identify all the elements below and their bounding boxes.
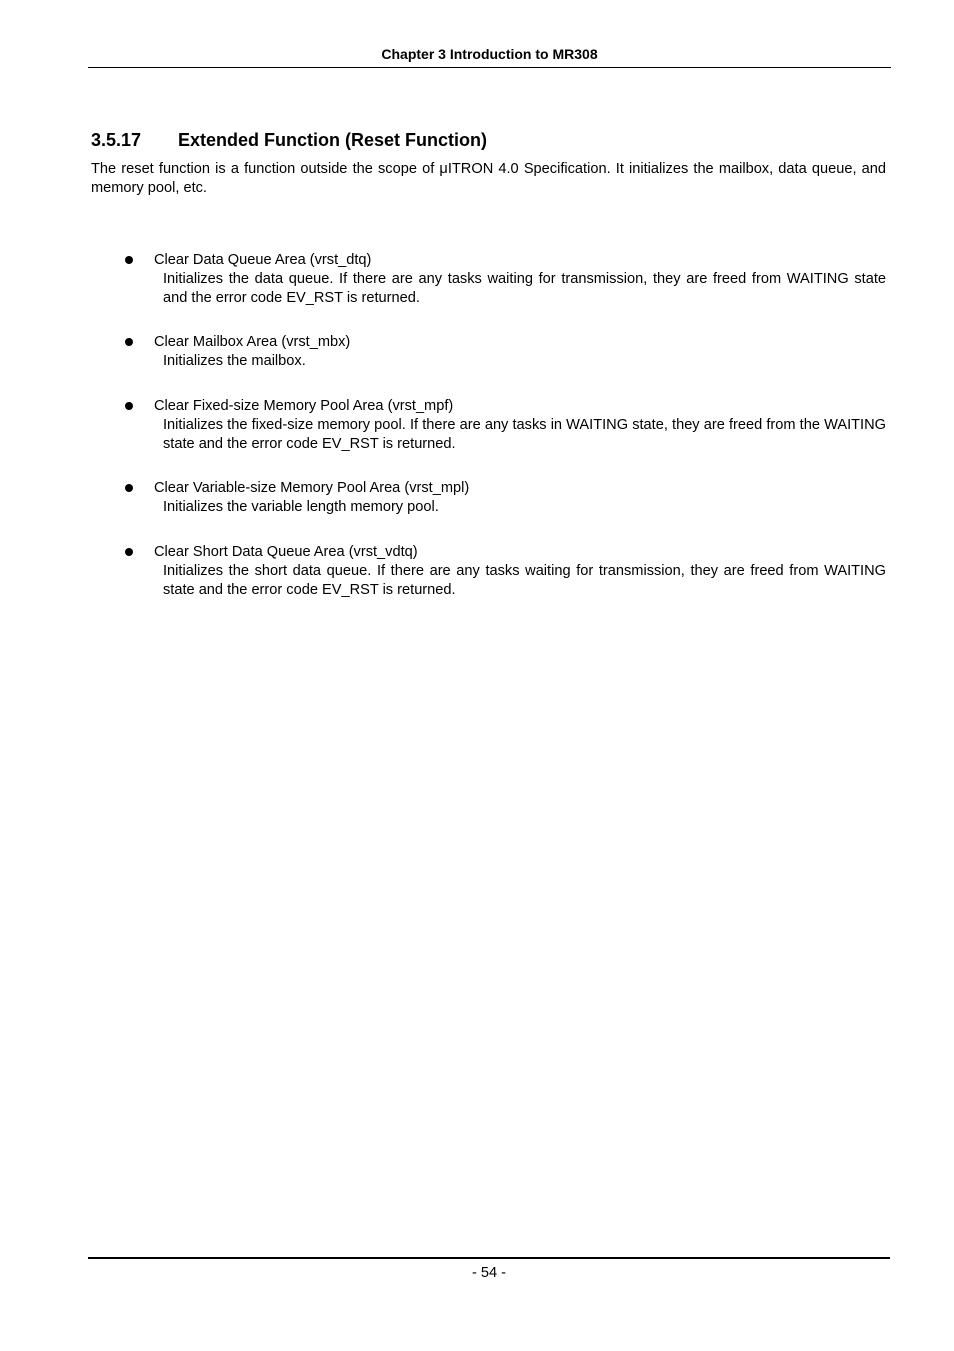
- function-description: Initializes the mailbox.: [163, 353, 306, 369]
- function-description: Initializes the variable length memory pool.: [163, 499, 439, 515]
- header-divider: [88, 67, 891, 68]
- footer-divider: [88, 1257, 890, 1259]
- section-heading: [91, 128, 487, 152]
- function-description: Initializes the fixed-size memory pool. If there are any tasks in WAITING state, they are freed from the WAITING state and the error code EV_RST is returned.: [163, 417, 886, 452]
- section-title: Extended Function (Reset Function): [178, 130, 487, 150]
- section-number: 3.5.17: [91, 130, 142, 150]
- bullet-icon: [125, 256, 133, 264]
- bullet-icon: [125, 548, 133, 556]
- page-number: - 54 -: [471, 1265, 507, 1281]
- function-description: Initializes the data queue. If there are any tasks waiting for transmission, they are freed from WAITING state and the error code EV_RST is returned.: [163, 271, 886, 306]
- function-title: Clear Mailbox Area (vrst_mbx): [154, 334, 351, 350]
- function-description: Initializes the short data queue. If there are any tasks waiting for transmission, they are freed from WAITING state and the error code EV_RST is returned.: [163, 563, 886, 598]
- function-title: Clear Short Data Queue Area (vrst_vdtq): [154, 544, 418, 560]
- function-title: Clear Data Queue Area (vrst_dtq): [154, 252, 372, 268]
- bullet-icon: [125, 338, 133, 346]
- function-title: Clear Fixed-size Memory Pool Area (vrst_mpf): [154, 398, 454, 414]
- function-title: Clear Variable-size Memory Pool Area (vrst_mpl): [154, 480, 470, 496]
- running-header: Chapter 3 Introduction to MR308: [381, 46, 598, 62]
- bullet-icon: [125, 484, 133, 492]
- bullet-icon: [125, 402, 133, 410]
- section-intro: The reset function is a function outside the scope of μITRON 4.0 Specification. It initializes the mailbox, data queue, and memory pool, etc.: [91, 161, 886, 196]
